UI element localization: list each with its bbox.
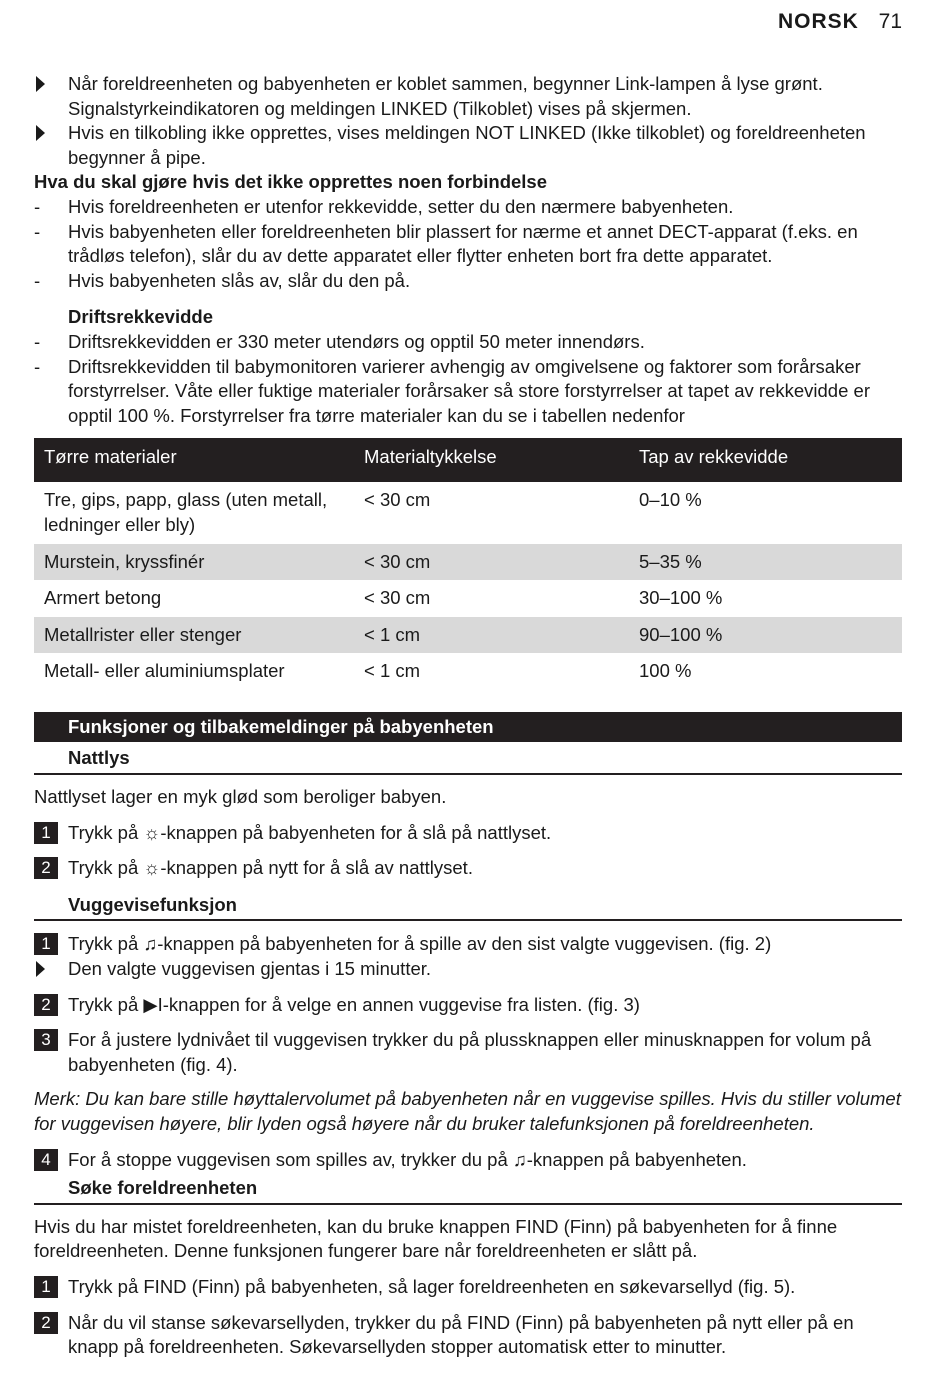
lullaby-note: Merk: Du kan bare stille høyttalervolumet på babyenheten når en vuggevise spilles. Hvis du stiller volumet for vuggevisen høyere, blir lyden også høyere når du bruker talefunksjonen på foreldreenheten. — [34, 1088, 901, 1134]
step-number: 2 — [34, 1312, 58, 1334]
bullet-text: Hvis en tilkobling ikke opprettes, vises meldingen NOT LINKED (Ikke tilkoblet) og foreldreenheten begynner å pipe. — [68, 122, 866, 168]
dash-item — [34, 355, 902, 429]
step-item — [34, 1275, 902, 1300]
table-cell: < 30 cm — [354, 544, 629, 581]
table-header-cell: Tørre materialer — [34, 438, 354, 482]
step-text: Trykk på ▶I-knappen for å velge en annen vuggevise fra listen. (fig. 3) — [68, 993, 640, 1015]
bullet-item — [34, 957, 902, 982]
table-header-row — [34, 438, 902, 482]
table-cell: < 30 cm — [364, 587, 431, 609]
table-row — [34, 544, 902, 581]
step-number: 2 — [34, 857, 58, 879]
dash-text: Hvis babyenheten slås av, slår du den på. — [68, 269, 411, 291]
page-number: 71 — [878, 10, 902, 33]
bullet-text: Den valgte vuggevisen gjentas i 15 minutter. — [68, 958, 432, 980]
dash-item — [34, 220, 902, 269]
step-item — [34, 1148, 902, 1173]
functions-section-title: Funksjoner og tilbakemeldinger på babyenheten — [34, 712, 902, 743]
step-number: 3 — [34, 1029, 58, 1051]
table-cell: < 30 cm — [364, 489, 431, 511]
table-row — [34, 653, 902, 690]
table-cell: Tre, gips, papp, glass (uten metall, ledninger eller bly) — [44, 489, 328, 535]
table-cell: 0–10 % — [639, 489, 702, 511]
step-text: Trykk på ♫-knappen på babyenheten for å spille av den sist valgte vuggevisen. (fig. 2) — [68, 933, 772, 955]
dash-text: Driftsrekkevidden til babymonitoren varierer avhengig av omgivelsene og faktorer som forårsaker forstyrrelser. Våte eller fuktige materialer forårsaker så store forstyrrelser at tapet av rekkevidde er opptil 100 %. Forstyrrelser fra tørre materialer kan du se i tabellen nedenfor — [68, 355, 870, 426]
step-text: For å justere lydnivået til vuggevisen trykker du på plussknappen eller minusknappen for volum på babyenheten (fig. 4). — [68, 1029, 872, 1075]
step-item — [34, 993, 902, 1018]
table-cell: 100 % — [639, 660, 692, 682]
find-heading: Søke foreldreenheten — [34, 1176, 902, 1205]
no-connection-heading: Hva du skal gjøre hvis det ikke opprettes noen forbindelse — [34, 171, 547, 193]
table-cell: Metallrister eller stenger — [34, 617, 354, 654]
table-cell: Murstein, kryssfinér — [34, 544, 354, 581]
bullet-item — [34, 121, 902, 170]
step-text: Når du vil stanse søkevarsellyden, trykker du på FIND (Finn) på babyenheten på nytt eller på en knapp på foreldreenheten. Søkevarsellyden stopper automatisk etter to minutter. — [68, 1311, 854, 1358]
dash-item — [34, 195, 902, 220]
table-cell: < 1 cm — [364, 660, 421, 682]
nightlight-heading: Nattlys — [34, 746, 902, 775]
step-item — [34, 932, 902, 957]
dash-text: Hvis foreldreenheten er utenfor rekkevidde, setter du den nærmere babyenheten. — [68, 195, 734, 217]
table-cell: Armert betong — [44, 587, 162, 609]
find-intro: Hvis du har mistet foreldreenheten, kan du bruke knappen FIND (Finn) på babyenheten for å finne foreldreenheten. Denne funksjonen fungerer bare når foreldreenheten er slått på. — [34, 1215, 838, 1262]
triangle-bullet-icon — [34, 957, 62, 984]
bullet-item — [34, 72, 902, 121]
step-item — [34, 1311, 902, 1360]
nightlight-intro: Nattlyset lager en myk glød som beroliger babyen. — [34, 786, 447, 808]
dash-item — [34, 269, 902, 294]
table-row — [34, 482, 902, 543]
table-header-cell: Materialtykkelse — [354, 438, 629, 482]
dash-text: Hvis babyenheten eller foreldreenheten blir plassert for nærme et annet DECT-apparat (f.eks. en trådløs telefon), slår du av dette apparatet eller flytter enheten bort fra dette apparatet. — [68, 220, 858, 267]
step-number: 2 — [34, 994, 58, 1016]
step-item — [34, 1028, 902, 1077]
language-label: NORSK — [777, 10, 859, 33]
table-row — [34, 580, 902, 617]
triangle-bullet-icon — [34, 121, 62, 148]
table-cell: Metall- eller aluminiumsplater — [44, 660, 285, 682]
dash-item — [34, 330, 902, 355]
step-number: 1 — [34, 822, 58, 844]
dash-bullet: - — [34, 220, 41, 242]
materials-table — [34, 438, 902, 690]
step-item — [34, 821, 902, 846]
table-header-cell: Tap av rekkevidde — [629, 438, 902, 482]
step-text: Trykk på ☼-knappen på nytt for å slå av nattlyset. — [68, 857, 473, 879]
step-item — [34, 856, 902, 881]
table-cell: < 1 cm — [354, 617, 629, 654]
page-header — [778, 10, 902, 34]
dash-bullet: - — [34, 355, 41, 377]
step-text: Trykk på FIND (Finn) på babyenheten, så lager foreldreenheten en søkevarsellyd (fig. 5). — [68, 1275, 796, 1297]
lullaby-heading: Vuggevisefunksjon — [34, 893, 902, 922]
dash-bullet: - — [34, 330, 41, 352]
step-text: Trykk på ☼-knappen på babyenheten for å slå på nattlyset. — [68, 821, 552, 843]
table-row — [34, 617, 902, 654]
dash-text: Driftsrekkevidden er 330 meter utendørs og opptil 50 meter innendørs. — [68, 330, 645, 352]
table-cell: 90–100 % — [629, 617, 902, 654]
bullet-text: Når foreldreenheten og babyenheten er koblet sammen, begynner Link-lampen å lyse grønt. Signalstyrkeindikatoren og meldingen LINKED (Tilkoblet) vises på skjermen. — [68, 73, 823, 119]
step-number: 1 — [34, 1276, 58, 1298]
table-cell: 5–35 % — [629, 544, 902, 581]
range-heading: Driftsrekkevidde — [68, 306, 213, 328]
step-number: 4 — [34, 1149, 58, 1171]
step-number: 1 — [34, 933, 58, 955]
triangle-bullet-icon — [34, 72, 62, 99]
table-cell: 30–100 % — [639, 587, 723, 609]
page-content — [34, 72, 902, 1360]
step-text: For å stoppe vuggevisen som spilles av, trykker du på ♫-knappen på babyenheten. — [68, 1148, 747, 1170]
dash-bullet: - — [34, 269, 41, 291]
dash-bullet: - — [34, 195, 41, 217]
